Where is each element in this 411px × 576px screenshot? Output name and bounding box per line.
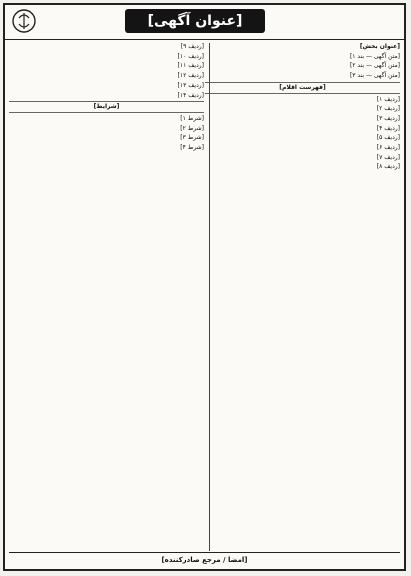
list-item: [ردیف ۷] <box>376 153 400 161</box>
body-paragraph: [متن آگهی — بند ۳] <box>349 72 400 80</box>
body-paragraph: [متن آگهی — بند ۱] <box>349 52 400 60</box>
items-section-title: [فهرست اقلام] <box>205 82 400 94</box>
list-item: [ردیف ۱۳] <box>177 81 204 89</box>
list-item: [ردیف ۱۲] <box>177 72 204 80</box>
column-divider <box>209 43 210 551</box>
list-item: [ردیف ۱۴] <box>177 91 204 99</box>
government-emblem-icon <box>11 8 37 34</box>
notice-sheet <box>3 3 406 571</box>
notice-title: [عنوان آگهی] <box>125 9 265 33</box>
notice-footer-signature: [امضا / مرجع صادرکننده] <box>9 552 400 567</box>
conditions-title: [شرایط] <box>9 101 204 113</box>
list-item: [ردیف ۲] <box>376 105 400 113</box>
condition-item: [شرط ۱] <box>180 114 204 122</box>
list-item: [ردیف ۳] <box>376 114 400 122</box>
condition-item: [شرط ۲] <box>180 124 204 132</box>
right-column <box>205 43 400 551</box>
list-item: [ردیف ۱] <box>376 95 400 103</box>
left-column <box>9 43 204 551</box>
body-paragraph: [متن آگهی — بند ۲] <box>349 62 400 70</box>
list-item: [ردیف ۴] <box>376 124 400 132</box>
list-item: [ردیف ۹] <box>180 43 204 50</box>
notice-body <box>9 43 400 551</box>
list-item: [ردیف ۵] <box>376 134 400 142</box>
list-item: [ردیف ۶] <box>376 144 400 152</box>
condition-item: [شرط ۴] <box>180 144 204 152</box>
notice-header <box>5 5 404 40</box>
list-item: [ردیف ۱۱] <box>177 62 204 70</box>
right-heading: [عنوان بخش] <box>359 43 400 50</box>
condition-item: [شرط ۳] <box>180 134 204 142</box>
list-item: [ردیف ۱۰] <box>177 52 204 60</box>
list-item: [ردیف ۸] <box>376 163 400 171</box>
